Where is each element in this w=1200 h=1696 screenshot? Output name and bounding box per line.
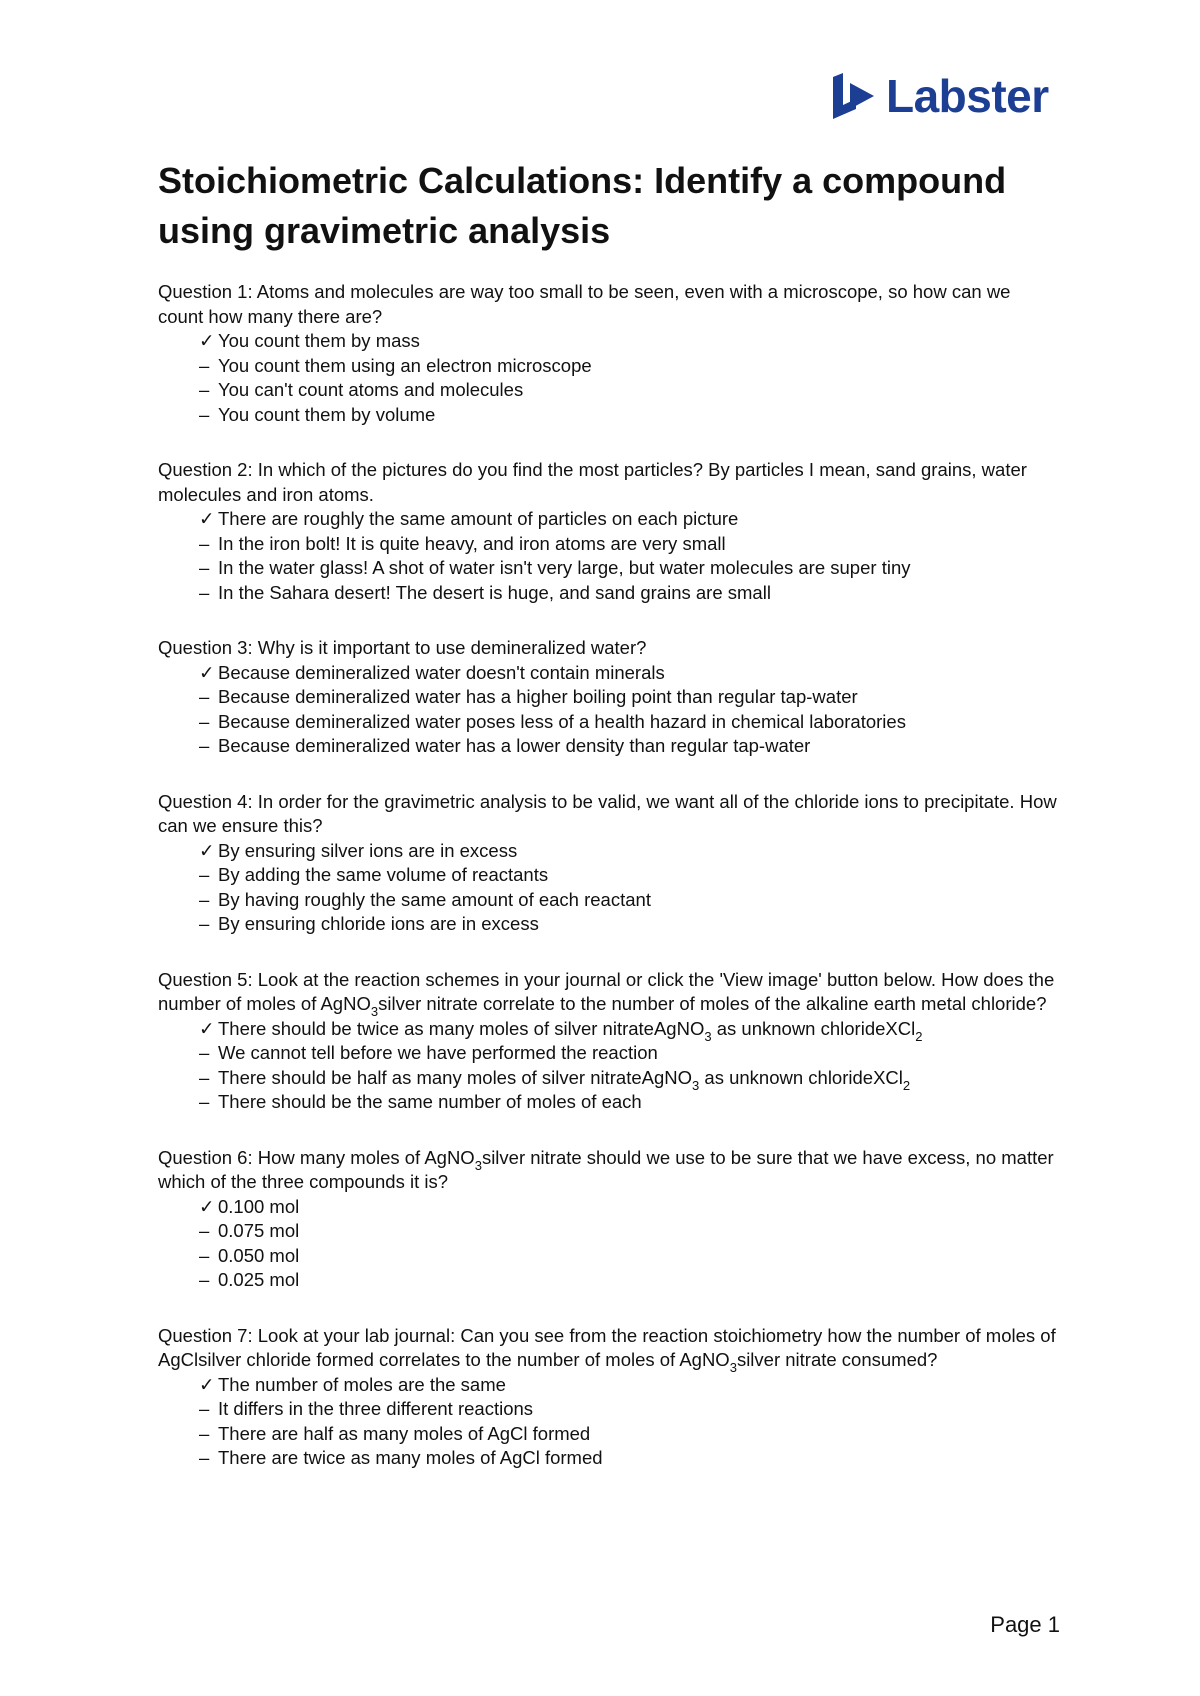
text-segment: Because demineralized water has a lower density than regular tap-water (218, 735, 811, 756)
text-segment: There should be half as many moles of silver nitrateAgNO (218, 1066, 693, 1088)
dash-icon: – (199, 686, 210, 707)
text-segment: silver nitrate should we use to be sure that we have excess, no matter which of the three compounds it is? (158, 1146, 1054, 1192)
text-segment: The number of moles are the same (218, 1373, 506, 1395)
text-segment: In the iron bolt! It is quite heavy, and iron atoms are very small (218, 532, 726, 554)
text-segment: You count them by volume (218, 403, 436, 425)
checkmark-icon: ✓ (199, 330, 215, 351)
incorrect-answer (199, 1244, 1058, 1269)
question-text (158, 1146, 1058, 1195)
dash-icon: – (199, 354, 210, 376)
dash-icon: – (199, 1269, 210, 1290)
dash-icon: – (199, 1447, 210, 1468)
text-segment: 0.025 mol (218, 1269, 300, 1290)
dash-icon: – (199, 1422, 210, 1444)
labster-logo-icon (830, 71, 878, 121)
dash-icon: – (199, 1042, 210, 1063)
dash-icon: – (199, 1220, 210, 1241)
text-segment: Question 1: Atoms and molecules are way too small to be seen, even with a microscope, so how can we count how many there are? (158, 281, 1011, 327)
dash-icon: – (199, 710, 210, 732)
text-segment: as unknown chlorideXCl (699, 1066, 903, 1088)
text-segment: In the Sahara desert! The desert is huge, and sand grains are small (218, 581, 771, 603)
incorrect-answer (199, 1066, 1058, 1091)
question-text (158, 1324, 1058, 1373)
question-block (158, 636, 1058, 759)
text-segment: Question 3: Why is it important to use demineralized water? (158, 637, 647, 658)
correct-answer (199, 1017, 1058, 1042)
text-segment: There are roughly the same amount of particles on each picture (218, 508, 739, 529)
text-segment: By ensuring chloride ions are in excess (218, 913, 539, 934)
text-segment: Question 4: In order for the gravimetric analysis to be valid, we want all of the chloride ions to precipitate. How can we ensure this? (158, 790, 1057, 836)
labster-logo-text: Labster (886, 70, 1049, 122)
text-segment: Question 7: Look at your lab journal: Can you see from the reaction stoichiometry how the number of moles of AgClsilver chloride formed correlates to the number of moles of AgNO (158, 1324, 1056, 1370)
question-block (158, 1146, 1058, 1293)
question-list (158, 280, 1058, 1502)
question-block (158, 280, 1058, 427)
question-block (158, 968, 1058, 1115)
question-text (158, 458, 1058, 507)
checkmark-icon: ✓ (199, 839, 215, 861)
dash-icon: – (199, 888, 210, 910)
dash-icon: – (199, 1244, 210, 1266)
dash-icon: – (199, 1398, 210, 1419)
text-segment: 0.075 mol (218, 1220, 300, 1241)
text-segment: By having roughly the same amount of each reactant (218, 888, 651, 910)
checkmark-icon: ✓ (199, 1017, 215, 1039)
subscript: 3 (729, 1360, 737, 1375)
incorrect-answer (199, 1422, 1058, 1447)
page-number: Page 1 (990, 1612, 1060, 1637)
text-segment: silver nitrate correlate to the number of moles of the alkaline earth metal chloride? (378, 993, 1047, 1014)
incorrect-answer (199, 403, 1058, 428)
question-block (158, 1324, 1058, 1471)
subscript: 3 (704, 1028, 712, 1044)
question-text (158, 636, 1058, 661)
question-text (158, 968, 1058, 1017)
incorrect-answer (199, 556, 1058, 581)
text-segment: There should be twice as many moles of silver nitrateAgNO (218, 1017, 705, 1039)
correct-answer (199, 1195, 1058, 1220)
correct-answer (199, 507, 1058, 532)
subscript: 2 (902, 1077, 911, 1093)
dash-icon: – (199, 403, 210, 425)
text-segment: You count them by mass (218, 330, 420, 351)
dash-icon: – (199, 735, 210, 756)
answer-options (158, 839, 1058, 937)
text-segment: In the water glass! A shot of water isn't very large, but water molecules are super tiny (218, 557, 911, 578)
incorrect-answer (199, 354, 1058, 379)
text-segment: Because demineralized water poses less of a health hazard in chemical laboratories (218, 710, 906, 732)
text-segment: 0.100 mol (218, 1195, 300, 1217)
correct-answer (199, 1373, 1058, 1398)
dash-icon: – (199, 864, 210, 885)
incorrect-answer (199, 710, 1058, 735)
text-segment: There are twice as many moles of AgCl formed (218, 1447, 603, 1468)
dash-icon: – (199, 379, 210, 400)
subscript: 3 (692, 1077, 700, 1093)
correct-answer (199, 329, 1058, 354)
correct-answer (199, 839, 1058, 864)
text-segment: We cannot tell before we have performed the reaction (218, 1042, 658, 1063)
dash-icon: – (199, 581, 210, 603)
answer-options (158, 1373, 1058, 1471)
dash-icon: – (199, 557, 210, 578)
text-segment: Because demineralized water has a higher boiling point than regular tap-water (218, 686, 858, 707)
incorrect-answer (199, 685, 1058, 710)
incorrect-answer (199, 1219, 1058, 1244)
question-block (158, 790, 1058, 937)
document-title: Stoichiometric Calculations: Identify a compound using gravimetric analysis (158, 160, 1007, 251)
text-segment: Question 5: Look at the reaction schemes in your journal or click the 'View image' button below. How does the number of moles of AgNO (158, 968, 1055, 1014)
text-segment: 0.050 mol (218, 1244, 300, 1266)
dash-icon: – (199, 1066, 210, 1088)
subscript: 2 (915, 1028, 923, 1044)
text-segment: By adding the same volume of reactants (218, 864, 549, 885)
incorrect-answer (199, 912, 1058, 937)
incorrect-answer (199, 1090, 1058, 1115)
answer-options (158, 329, 1058, 427)
question-block (158, 458, 1058, 605)
text-segment: Question 6: How many moles of AgNO (158, 1146, 475, 1168)
checkmark-icon: ✓ (199, 1195, 215, 1217)
text-segment: By ensuring silver ions are in excess (218, 839, 518, 861)
answer-options (158, 661, 1058, 759)
incorrect-answer (199, 532, 1058, 557)
dash-icon: – (199, 1091, 210, 1112)
correct-answer (199, 661, 1058, 686)
incorrect-answer (199, 378, 1058, 403)
checkmark-icon: ✓ (199, 1373, 215, 1395)
checkmark-icon: ✓ (199, 661, 215, 683)
text-segment: Because demineralized water doesn't contain minerals (218, 661, 665, 683)
checkmark-icon: ✓ (199, 508, 215, 529)
incorrect-answer (199, 1446, 1058, 1471)
question-text (158, 280, 1058, 329)
incorrect-answer (199, 1041, 1058, 1066)
incorrect-answer (199, 734, 1058, 759)
incorrect-answer (199, 581, 1058, 606)
text-segment: Question 2: In which of the pictures do you find the most particles? By particles I mean, sand grains, water molecules and iron atoms. (158, 459, 1027, 505)
text-segment: There should be the same number of moles of each (218, 1091, 642, 1112)
dash-icon: – (199, 913, 210, 934)
incorrect-answer (199, 1268, 1058, 1293)
answer-options (158, 1017, 1058, 1115)
text-segment: It differs in the three different reactions (218, 1398, 534, 1419)
incorrect-answer (199, 888, 1058, 913)
subscript: 3 (370, 1004, 379, 1019)
incorrect-answer (199, 863, 1058, 888)
question-text (158, 790, 1058, 839)
text-segment: You count them using an electron microscope (218, 354, 592, 376)
labster-logo (830, 68, 1070, 124)
text-segment: You can't count atoms and molecules (218, 379, 524, 400)
subscript: 3 (474, 1157, 482, 1173)
incorrect-answer (199, 1397, 1058, 1422)
text-segment: as unknown chlorideXCl (711, 1017, 916, 1039)
dash-icon: – (199, 532, 210, 554)
answer-options (158, 1195, 1058, 1293)
text-segment: silver nitrate consumed? (736, 1349, 938, 1370)
answer-options (158, 507, 1058, 605)
text-segment: There are half as many moles of AgCl formed (218, 1422, 591, 1444)
